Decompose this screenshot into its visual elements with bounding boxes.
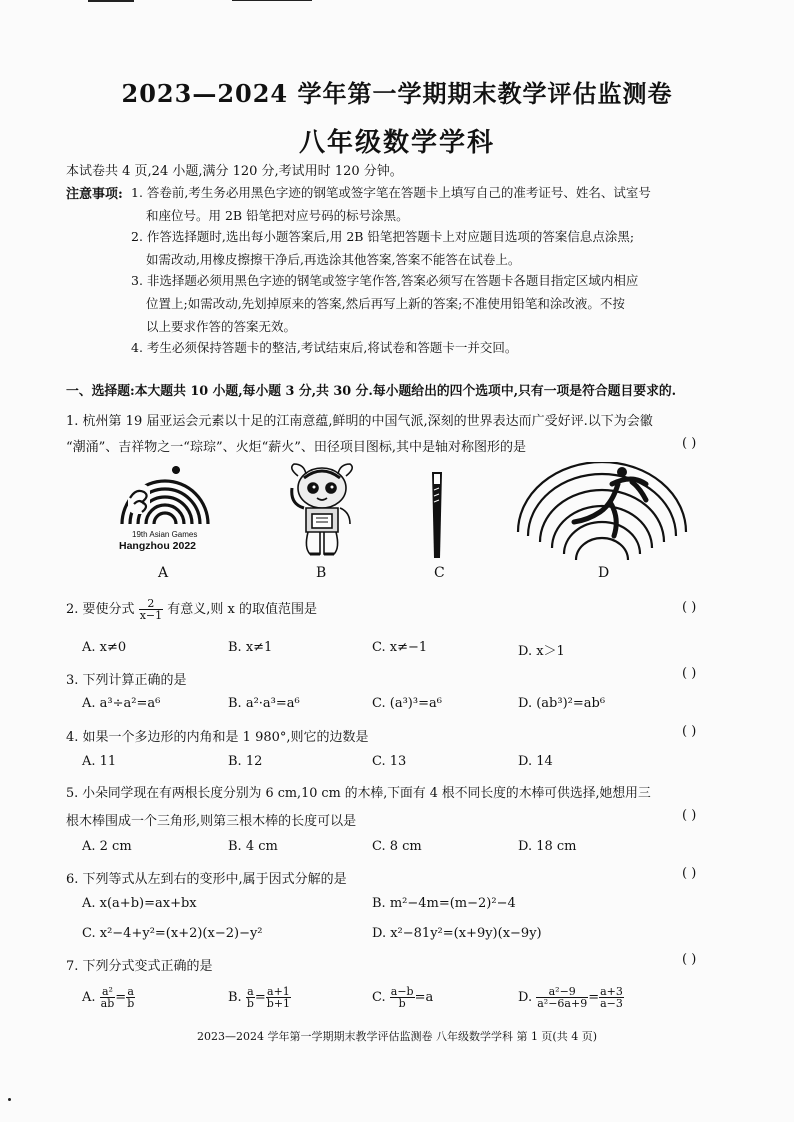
answer-paren: ( ) xyxy=(682,808,697,823)
q7-option-c xyxy=(372,986,433,1009)
q7-option-d xyxy=(518,986,624,1009)
exam-intro: 本试卷共 4 页,24 小题,满分 120 分,考试用时 120 分钟。 xyxy=(66,164,403,179)
question-2-stem xyxy=(66,598,317,621)
q7d-prefix: D. xyxy=(518,990,533,1005)
answer-paren: ( ) xyxy=(682,724,697,739)
answer-paren: ( ) xyxy=(682,952,697,967)
q5-option-a: A. 2 cm xyxy=(82,839,132,854)
question-3-stem: 3. 下列计算正确的是 xyxy=(66,673,187,688)
notes-label: 注意事项: xyxy=(66,187,123,202)
numerator: a²−9 xyxy=(536,986,588,998)
question-4-stem: 4. 如果一个多边形的内角和是 1 980°,则它的边数是 xyxy=(66,730,369,745)
question-5-line-2: 根木棒围成一个三角形,则第三根木棒的长度可以是 xyxy=(66,814,357,829)
numerator: a² xyxy=(100,986,116,998)
page-footer: 2023—2024 学年第一学期期末教学评估监测卷 八年级数学学科 第 1 页(共 4 页) xyxy=(196,1030,598,1043)
q3-option-d: D. (ab³)²=ab⁶ xyxy=(518,696,606,711)
note-line: 以上要求作答的答案无效。 xyxy=(146,319,297,334)
question-1-line-2: “潮涌”、吉祥物之一“琮琮”、火炬“薪火”、田径项目图标,其中是轴对称图形的是 xyxy=(66,440,527,455)
scan-dot xyxy=(8,1098,11,1101)
q4-option-b: B. 12 xyxy=(228,754,263,769)
q7c-left-fraction xyxy=(390,986,415,1009)
q6-option-c: C. x²−4+y²=(x+2)(x−2)−y² xyxy=(82,926,263,941)
q7a-left-fraction xyxy=(100,986,116,1009)
answer-paren: ( ) xyxy=(682,666,697,681)
equals-sign: = xyxy=(254,990,266,1005)
numerator: a+1 xyxy=(267,985,290,998)
q2-denominator: x−1 xyxy=(139,609,163,622)
q2-option-a: A. x≠0 xyxy=(82,640,127,655)
q7-option-a xyxy=(82,986,135,1009)
denominator: b xyxy=(398,997,406,1010)
q2-suffix: 有意义,则 x 的取值范围是 xyxy=(167,602,317,617)
note-line: 4. 考生必须保持答题卡的整洁,考试结束后,将试卷和答题卡一并交回。 xyxy=(131,340,518,355)
logo-caption-line-2: Hangzhou 2022 xyxy=(119,540,197,552)
answer-paren: ( ) xyxy=(682,600,697,615)
q7a-right-fraction xyxy=(126,986,135,1009)
mascot-congcong-figure xyxy=(282,462,362,560)
numerator: a+3 xyxy=(600,985,623,998)
q6-option-d: D. x²−81y²=(x+9y)(x−9y) xyxy=(372,926,542,941)
q2-numerator: 2 xyxy=(139,598,163,610)
question-6-stem: 6. 下列等式从左到右的变形中,属于因式分解的是 xyxy=(66,872,347,887)
equals-sign: = xyxy=(588,990,600,1005)
question-7-stem: 7. 下列分式变式正确的是 xyxy=(66,959,213,974)
note-line: 和座位号。用 2B 铅笔把对应号码的标号涂黑。 xyxy=(146,208,409,223)
q7b-right-fraction xyxy=(266,986,291,1009)
numerator: a xyxy=(127,985,134,998)
logo-caption-line-1: 19th Asian Games xyxy=(132,530,198,539)
q3-option-c: C. (a³)³=a⁶ xyxy=(372,696,442,711)
figure-label-c: C xyxy=(434,565,445,581)
denominator: b xyxy=(127,997,135,1010)
q4-option-c: C. 13 xyxy=(372,754,407,769)
q5-option-d: D. 18 cm xyxy=(518,839,577,854)
q6-option-b: B. m²−4m=(m−2)²−4 xyxy=(372,896,516,911)
note-line: 位置上;如需改动,先划掉原来的答案,然后再写上新的答案;不准使用铅笔和涂改液。不按 xyxy=(146,296,625,311)
q2-option-d: D. x＞1 xyxy=(518,644,565,659)
q3-option-b: B. a²·a³=a⁶ xyxy=(228,696,300,711)
q2-fraction xyxy=(139,598,163,621)
q4-option-a: A. 11 xyxy=(82,754,117,769)
figure-label-b: B xyxy=(316,565,327,581)
note-line: 3. 非选择题必须用黑色字迹的钢笔或签字笔作答,答案必须写在答题卡各题目指定区域内相应 xyxy=(131,273,639,288)
q2-option-b: B. x≠1 xyxy=(228,640,273,655)
figure-label-a: A xyxy=(158,565,169,581)
q5-option-c: C. 8 cm xyxy=(372,839,422,854)
exam-subtitle: 八年级数学学科 xyxy=(298,128,495,158)
q7c-prefix: C. xyxy=(372,990,386,1005)
q7b-left-fraction xyxy=(246,986,255,1009)
q2-option-c: C. x≠−1 xyxy=(372,640,428,655)
note-line: 2. 作答选择题时,选出每小题答案后,用 2B 铅笔把答题卡上对应题目选项的答案信息点涂黑; xyxy=(131,229,635,244)
q7d-right-fraction xyxy=(599,986,624,1009)
denominator: b+1 xyxy=(266,997,291,1010)
question-5-line-1: 5. 小朵同学现在有两根长度分别为 6 cm,10 cm 的木棒,下面有 4 根不同长度的木棒可供选择,她想用三 xyxy=(66,786,651,801)
numerator: a xyxy=(247,985,254,998)
q7d-left-fraction xyxy=(536,986,588,1009)
athletics-pictogram-figure xyxy=(514,462,690,562)
numerator: a−b xyxy=(390,985,414,998)
q7-option-b xyxy=(228,986,291,1009)
answer-paren: ( ) xyxy=(682,866,697,881)
denominator: ab xyxy=(100,997,115,1010)
top-scan-mark-left xyxy=(88,0,134,2)
note-line: 1. 答卷前,考生务必用黑色字迹的钢笔或签字笔在答题卡上填写自己的准考证号、姓名、试室号 xyxy=(131,185,651,200)
section-heading: 一、选择题:本大题共 10 小题,每小题 3 分,共 30 分.每小题给出的四个选项中,只有一项是符合题目要求的. xyxy=(66,384,677,399)
q3-option-a: A. a³÷a²=a⁶ xyxy=(82,696,161,711)
equals-remainder: =a xyxy=(414,990,434,1005)
q4-option-d: D. 14 xyxy=(518,754,553,769)
q6-option-a: A. x(a+b)=ax+bx xyxy=(82,896,197,911)
denominator: a²−6a+9 xyxy=(537,997,588,1010)
figure-label-d: D xyxy=(598,565,610,581)
torch-xinhuo-figure xyxy=(426,470,448,562)
q5-option-b: B. 4 cm xyxy=(228,839,278,854)
denominator: a−3 xyxy=(600,997,623,1010)
q7a-prefix: A. xyxy=(82,990,96,1005)
equals-sign: = xyxy=(115,990,127,1005)
q2-prefix: 2. 要使分式 xyxy=(66,602,135,617)
q7b-prefix: B. xyxy=(228,990,242,1005)
note-line: 如需改动,用橡皮擦擦干净后,再选涂其他答案,答案不能答在试卷上。 xyxy=(146,252,521,267)
answer-paren: ( ) xyxy=(682,436,697,451)
exam-title: 2023—2024 学年第一学期期末教学评估监测卷 xyxy=(121,79,673,108)
denominator: b xyxy=(246,997,254,1010)
question-1-line-1: 1. 杭州第 19 届亚运会元素以十足的江南意蕴,鲜明的中国气派,深刻的世界表达而广受好评.以下为会徽 xyxy=(66,414,653,429)
top-scan-mark-right xyxy=(232,0,312,1)
